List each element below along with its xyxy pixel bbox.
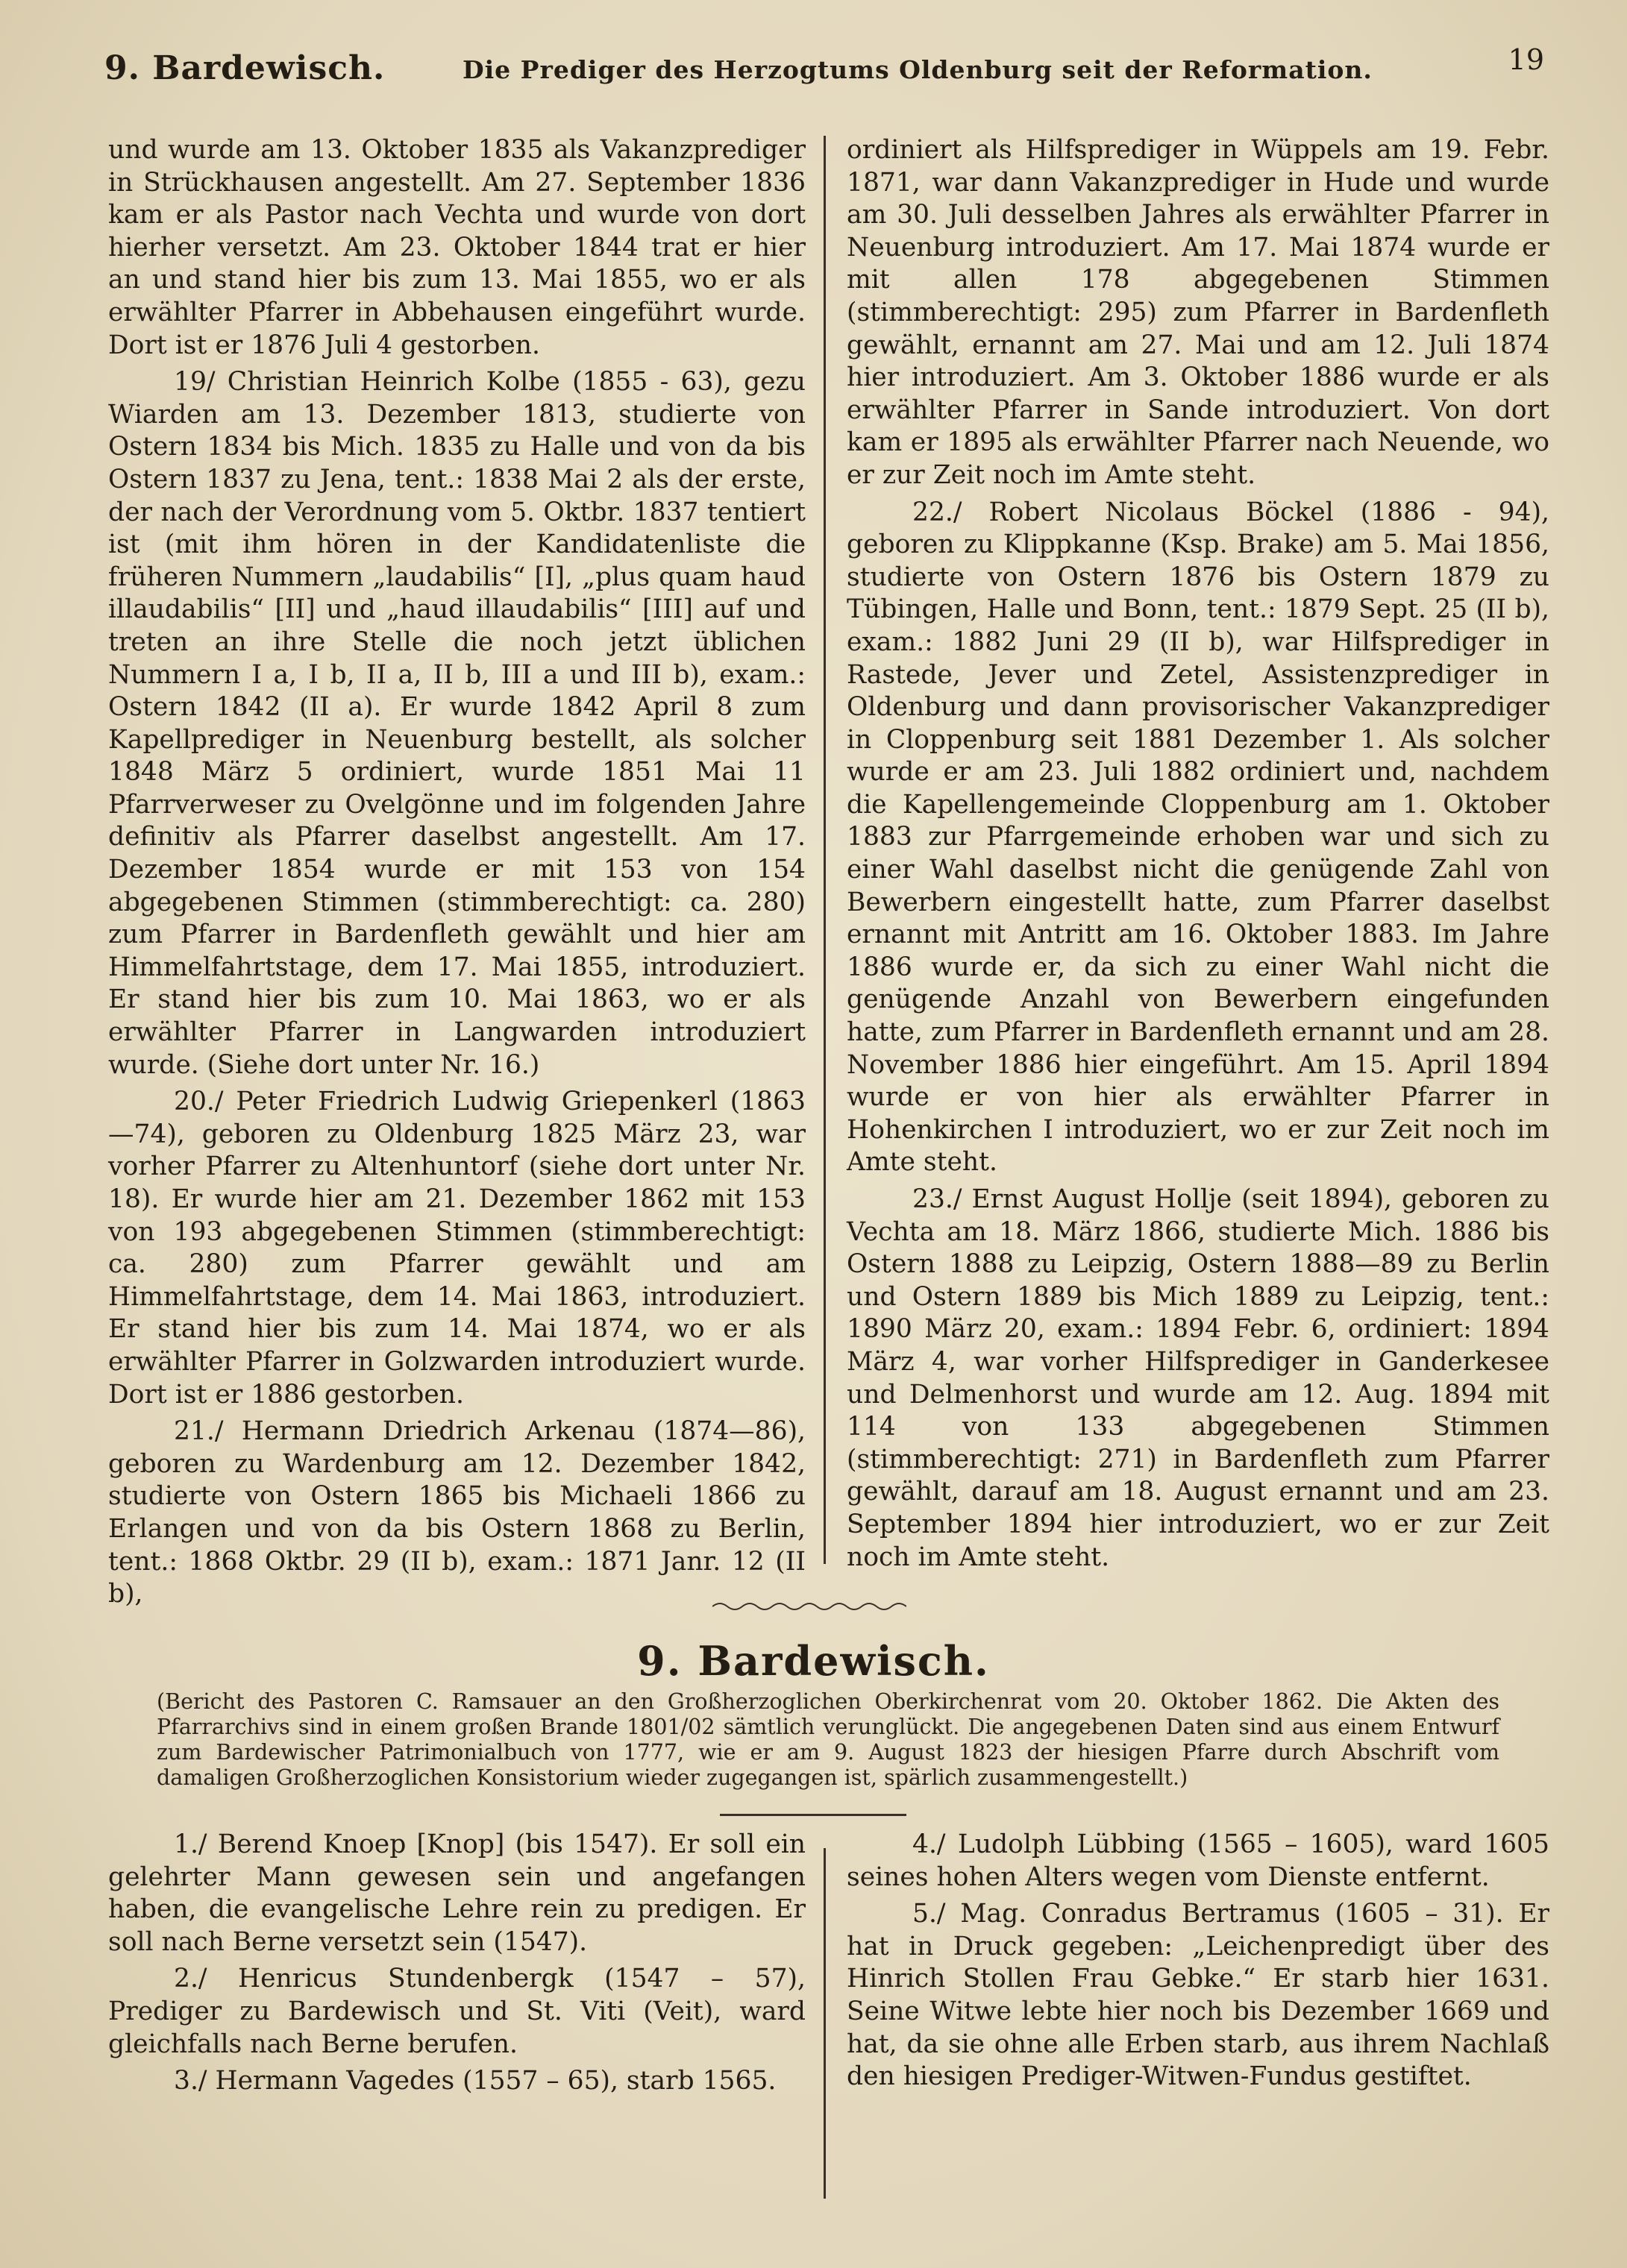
paragraph-entry-19: 19/ Christian Heinrich Kolbe (1855 - 63), gezu Wiarden am 13. Dezember 1813, studierte von Ostern 1834 bis Mich. 1835 zu Halle und von da bis Ostern 1837 zu Jena, tent.: 1838 Mai 2 als der erste, der nach der Verordnung vom 5. Oktbr. 1837 tentiert ist (mit ihm hören in der Kandidatenliste die früheren Nummern „laudabilis“ [I], „plus quam haud illaudabilis“ [II] und „haud illaudabilis“ [III] auf und treten an ihre Stelle die noch jetzt üblichen Nummern I a, I b, II a, II b, III a und III b), exam.: Ostern 1842 (II a). Er wurde 1842 April 8 zum Kapellprediger in Neuenburg bestellt, als solcher 1848 März 5 ordiniert, wurde 1851 Mai 11 Pfarrverweser zu Ovelgönne und im folgenden Jahre definitiv als Pfarrer daselbst angestellt. Am 17. Dezember 1854 wurde er mit 153 von 154 abgegebenen Stimmen (stimmberechtigt: ca. 280) zum Pfarrer in Bardenfleth gewählt und hier am Himmelfahrtstage, dem 17. Mai 1855, introduziert. Er stand hier bis zum 10. Mai 1863, wo er als erwählter Pfarrer in Langwarden introduziert wurde. (Siehe dort unter Nr. 16.) <box>108 367 806 1080</box>
paragraph-entry-21: 21./ Hermann Driedrich Arkenau (1874—86), geboren zu Wardenburg am 12. Dezember 1842, studierte von Ostern 1865 bis Michaeli 1866 zu Erlangen und von da bis Ostern 1868 zu Berlin, tent.: 1868 Oktbr. 29 (II b), exam.: 1871 Janr. 12 (II b), <box>108 1416 806 1609</box>
paragraph-entry-5: 5./ Mag. Conradus Bertramus (1605 – 31). Er hat in Druck gegeben: „Leichenpredigt über des Hinrich Stollen Frau Gebke.“ Er starb hier 1631. Seine Witwe lebte hier noch bis Dezember 1669 und hat, da sie ohne alle Erben starb, aus ihrem Nachlaß den hiesigen Prediger-Witwen-Fundus gestiftet. <box>847 1899 1549 2092</box>
section-rule <box>720 1814 906 1816</box>
lower-left-column <box>108 1829 806 2102</box>
ornament-divider <box>712 1598 906 1615</box>
paragraph-entry-4: 4./ Ludolph Lübbing (1565 – 1605), ward 1605 seines hohen Alters wegen vom Dienste entfernt. <box>847 1829 1549 1892</box>
paragraph-entry-20: 20./ Peter Friedrich Ludwig Griepenkerl (1863—74), geboren zu Oldenburg 1825 März 23, war vorher Pfarrer zu Altenhuntorf (siehe dort unter Nr. 18). Er wurde hier am 21. Dezember 1862 mit 153 von 193 abgegebenen Stimmen (stimmberechtigt: ca. 280) zum Pfarrer gewählt und am Himmelfahrtstage, dem 14. Mai 1863, introduziert. Er stand hier bis zum 14. Mai 1874, wo er als erwählter Pfarrer in Golzwarden introduziert wurde. Dort ist er 1886 gestorben. <box>108 1087 806 1410</box>
paragraph-entry-23: 23./ Ernst August Hollje (seit 1894), geboren zu Vechta am 18. März 1866, studierte Mich. 1886 bis Ostern 1888 zu Leipzig, Ostern 1888—89 zu Berlin und Ostern 1889 bis Mich 1889 zu Leipzig, tent.: 1890 März 20, exam.: 1894 Febr. 6, ordiniert: 1894 März 4, war vorher Hilfsprediger in Ganderkesee und Delmenhorst und wurde am 12. Aug. 1894 mit 114 von 133 abgegebenen Stimmen (stimmberechtigt: 271) in Bardenfleth zum Pfarrer gewählt, darauf am 18. August ernannt und am 23. September 1894 hier introduziert, wo er zur Zeit noch im Amte steht. <box>847 1184 1549 1572</box>
paragraph: und wurde am 13. Oktober 1835 als Vakanzprediger in Strückhausen angestellt. Am 27. September 1836 kam er als Pastor nach Vechta und wurde von dort hierher versetzt. Am 23. Oktober 1844 trat er hier an und stand hier bis zum 13. Mai 1855, wo er als erwählter Pfarrer in Abbehausen eingeführt wurde. Dort ist er 1876 Juli 4 gestorben. <box>108 135 806 360</box>
lower-right-column <box>847 1829 1549 2098</box>
paragraph: ordiniert als Hilfsprediger in Wüppels am 19. Febr. 1871, war dann Vakanzprediger in Hude und wurde am 30. Juli desselben Jahres als erwählter Pfarrer in Neuenburg introduziert. Am 17. Mai 1874 wurde er mit allen 178 abgegebenen Stimmen (stimmberechtigt: 295) zum Pfarrer in Bardenfleth gewählt, ernannt am 27. Mai und am 12. Juli 1874 hier introduziert. Am 3. Oktober 1886 wurde er als erwählter Pfarrer in Sande introduziert. Von dort kam er 1895 als erwählter Pfarrer nach Neuende, wo er zur Zeit noch im Amte steht. <box>847 135 1549 490</box>
running-head-section: 9. Bardewisch. <box>104 49 386 87</box>
column-divider <box>824 136 826 1564</box>
section-title: 9. Bardewisch. <box>637 1637 990 1685</box>
paragraph-entry-1: 1./ Berend Knoep [Knop] (bis 1547). Er soll ein gelehrter Mann gewesen sein und angefangen haben, die evangelische Lehre rein zu predigen. Er soll nach Berne versetzt sein (1547). <box>108 1829 806 1957</box>
upper-right-column <box>847 134 1549 1578</box>
running-head-title: Die Prediger des Herzogtums Oldenburg seit der Reformation. <box>463 55 1373 84</box>
column-divider <box>824 1848 826 2199</box>
paragraph-entry-22: 22./ Robert Nicolaus Böckel (1886 - 94), geboren zu Klippkanne (Ksp. Brake) am 5. Mai 1856, studierte von Ostern 1876 bis Ostern 1879 zu Tübingen, Halle und Bonn, tent.: 1879 Sept. 25 (II b), exam.: 1882 Juni 29 (II b), war Hilfsprediger in Rastede, Jever und Zetel, Assistenzprediger in Oldenburg und dann provisorischer Vakanzprediger in Cloppenburg seit 1881 Dezember 1. Als solcher wurde er am 23. Juli 1882 ordiniert und, nachdem die Kapellengemeinde Cloppenburg am 1. Oktober 1883 zur Pfarrgemeinde erhoben war und sich zu einer Wahl daselbst nicht die genügende Zahl von Bewerbern eingestellt hatte, zum Pfarrer daselbst ernannt mit Antritt am 16. Oktober 1883. Im Jahre 1886 wurde er, da sich zu einer Wahl nicht die genügende Anzahl von Bewerbern eingefunden hatte, zum Pfarrer in Bardenfleth ernannt und am 28. November 1886 hier eingeführt. Am 15. April 1894 wurde er von hier als erwählter Pfarrer in Hohenkirchen I introduziert, wo er zur Zeit noch im Amte steht. <box>847 497 1549 1178</box>
section-note: (Bericht des Pastoren C. Ramsauer an den Großherzoglichen Oberkirchenrat vom 20. Oktober 1862. Die Akten des Pfarrarchivs sind in einem großen Brande 1801/02 sämtlich verunglückt. Die angegebenen Daten sind aus einem Entwurf zum Bardewischer Patrimonialbuch von 1777, wie er am 9. August 1823 der hiesigen Pfarre durch Abschrift vom damaligen Großherzoglichen Konsistorium wieder zugegangen ist, spärlich zusammengestellt.) <box>157 1689 1499 1790</box>
page-number: 19 <box>1508 43 1544 76</box>
running-head <box>104 43 1544 95</box>
paragraph-entry-2: 2./ Henricus Stundenbergk (1547 – 57), Prediger zu Bardewisch und St. Viti (Veit), ward gleichfalls nach Berne berufen. <box>108 1964 806 2059</box>
upper-left-column <box>108 134 806 1615</box>
paragraph-entry-3: 3./ Hermann Vagedes (1557 – 65), starb 1565. <box>174 2066 777 2096</box>
